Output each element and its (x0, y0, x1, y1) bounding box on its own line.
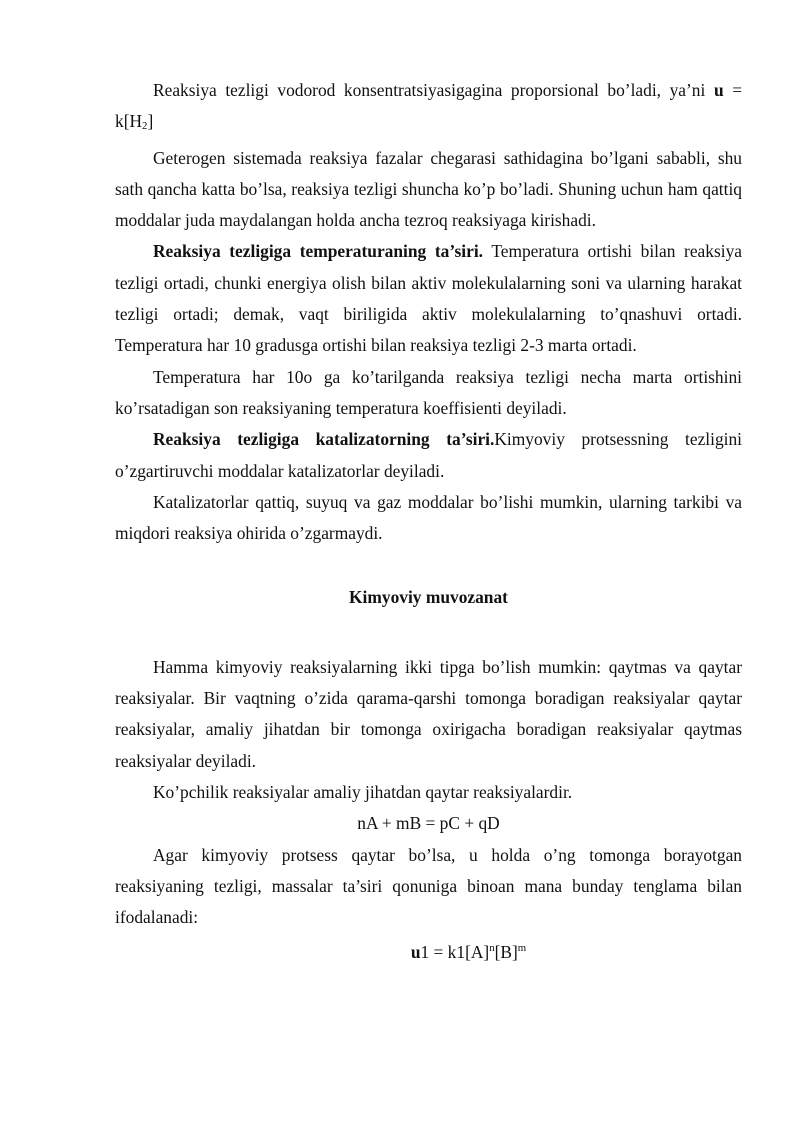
rate-symbol: u (713, 80, 724, 100)
rate-symbol: u (410, 942, 421, 963)
paragraph-heterogeneous: Geterogen sistemada reaksiya fazalar chegarasi sathidagina bo’lgani sababli, shu sath qancha katta bo’lsa, reaksiya tezligi shuncha ko’p bo’ladi. Shuning uchun ham qattiq moddalar juda maydalangan holda ancha tezroq reaksiyaga kirishadi. (115, 147, 742, 231)
paragraph-mass-action: Agar kimyoviy protsess qaytar bo’lsa, u holda o’ng tomonga borayotgan reaksiyaning tezligi, massalar ta’siri qonuniga binoan mana bunday tenglama bilan ifodalanadi: (115, 844, 742, 928)
document-body (115, 75, 742, 969)
equation-general-reaction: nA + mB = pC + qD (357, 813, 500, 834)
paragraph-temperature-coefficient: Temperatura har 10o ga ko’tarilganda reaksiya tezligi necha marta ortishini ko’rsatadigan son reaksiyaning temperatura koeffisienti deyiladi. (115, 366, 742, 418)
paragraph-rate-hydrogen: Reaksiya tezligi vodorod konsentratsiyasigagina proporsional bo’ladi, ya’ni $u = k[H_2]$ (115, 80, 743, 133)
subheading-temperature: Reaksiya tezligiga temperaturaning ta’siri. (153, 241, 484, 262)
equation-rate-law: $u1 = k1[A]^n[B]^m$ (410, 942, 527, 963)
paragraph-catalyst-effect: Reaksiya tezligiga katalizatorning ta’siri.Kimyoviy protsessning tezligini o’zgartiruvchi moddalar katalizatorlar deyiladi. (115, 429, 743, 481)
section-heading: Kimyoviy muvozanat (349, 587, 508, 608)
paragraph-temperature-effect: Reaksiya tezligiga temperaturaning ta’siri. Temperatura ortishi bilan reaksiya tezligi ortadi, chunki energiya olish bilan aktiv molekulalarning soni va ularning harakat tezligi ortadi; demak, vaqt biriligida aktiv molekulalarning to’qnashuvi ortadi. Temperatura har 10 gradusga ortishi bilan reaksiya tezligi 2-3 marta ortadi. (115, 241, 742, 356)
paragraph-reaction-types: Hamma kimyoviy reaksiyalarning ikki tipga bo’lish mumkin: qaytmas va qaytar reaksiyalar. Bir vaqtning o’zida qarama-qarshi tomonga boradigan reaksiyalar qaytar reaksiyalar, amaliy jihatdan bir tomonga oxirigacha boradigan reaksiyalar qaytmas reaksiyalar deyiladi. (115, 656, 742, 771)
subheading-catalyst: Reaksiya tezligiga katalizatorning ta’siri. (153, 429, 495, 450)
paragraph-reversible: Ko’pchilik reaksiyalar amaliy jihatdan qaytar reaksiyalardir. (153, 781, 573, 802)
paragraph-catalyst-states: Katalizatorlar qattiq, suyuq va gaz moddalar bo’lishi mumkin, ularning tarkibi va miqdori reaksiya ohirida o’zgarmaydi. (115, 491, 742, 544)
